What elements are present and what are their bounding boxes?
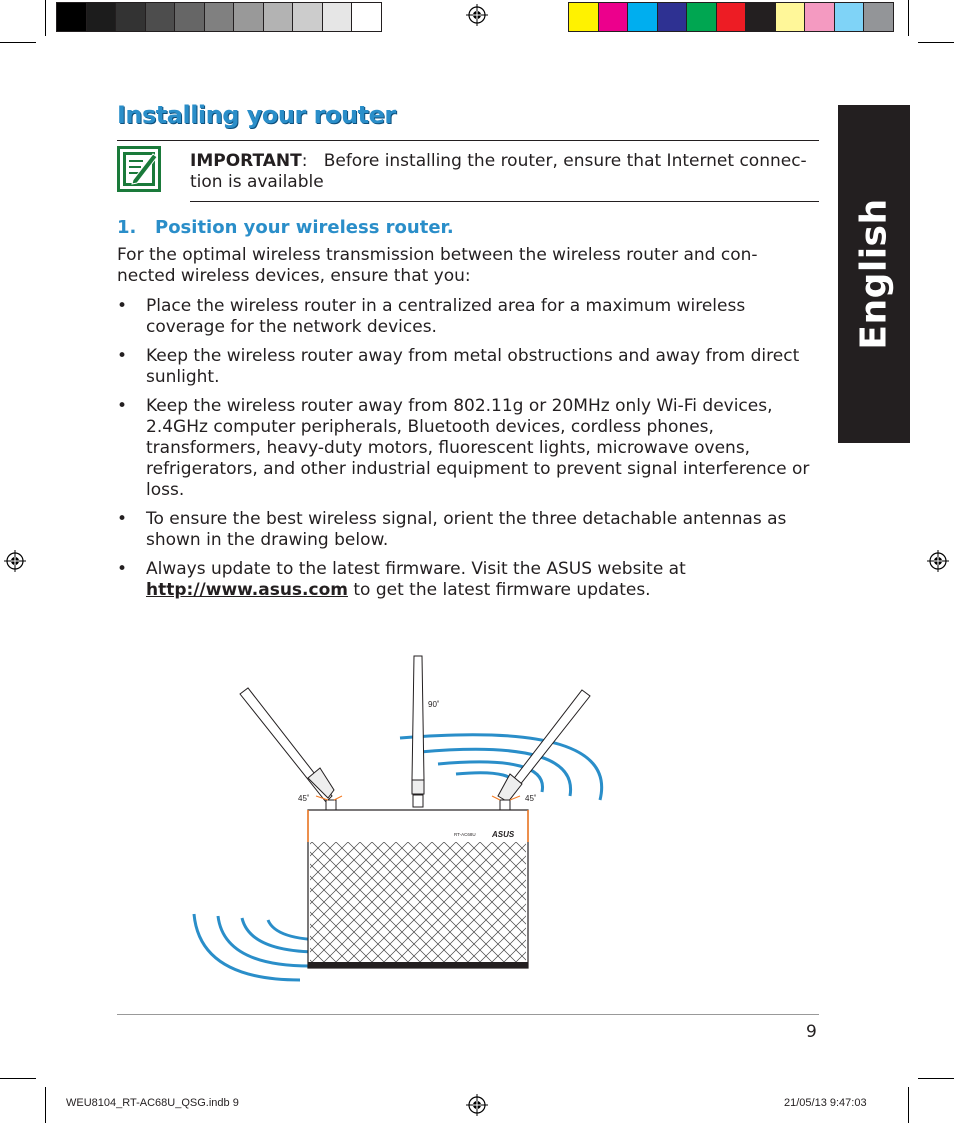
color-swatch bbox=[687, 3, 717, 31]
list-item: • To ensure the best wireless signal, orient the three detachable antennas as shown in the drawing below. bbox=[117, 509, 817, 551]
language-side-tab bbox=[838, 105, 910, 443]
note-pencil-icon bbox=[117, 146, 161, 192]
list-item: • Keep the wireless router away from metal obstructions and away from direct sunlight. bbox=[117, 346, 817, 388]
list-item: • Place the wireless router in a centralized area for a maximum wireless coverage for the network devices. bbox=[117, 296, 817, 338]
color-swatch bbox=[628, 3, 658, 31]
gray-swatch bbox=[57, 3, 87, 31]
crop-mark bbox=[908, 0, 909, 36]
grayscale-calibration-bar bbox=[56, 2, 382, 32]
section-number: 1. bbox=[117, 217, 137, 238]
crop-mark bbox=[45, 1087, 46, 1123]
list-item: • Keep the wireless router away from 802.11g or 20MHz only Wi-Fi devices, 2.4GHz computer peripherals, Bluetooth devices, cordless phones, transformers, heavy-duty motors, fluorescent lights, microwave ovens, refrigerators, and other industrial equipment to prevent signal interference or loss. bbox=[117, 396, 817, 501]
color-swatch bbox=[658, 3, 688, 31]
router-body bbox=[308, 810, 528, 968]
gray-swatch bbox=[352, 3, 381, 31]
router-model-label: RT-AC68U bbox=[454, 832, 476, 837]
firmware-text: Always update to the latest firmware. Visit the ASUS website at bbox=[146, 559, 686, 579]
registration-mark-icon bbox=[466, 1094, 488, 1116]
bullet-list bbox=[117, 296, 817, 609]
important-note: IMPORTANT: Before installing the router, ensure that Internet connec-tion is available bbox=[190, 151, 807, 192]
list-item bbox=[117, 559, 817, 601]
section-heading bbox=[117, 217, 454, 238]
asus-logo: ASUS bbox=[492, 830, 515, 839]
crop-mark bbox=[0, 42, 36, 43]
firmware-text-end: to get the latest firmware updates. bbox=[353, 580, 651, 600]
color-swatch bbox=[717, 3, 747, 31]
angle-label-top: 90˚ bbox=[428, 700, 440, 709]
asus-website-link[interactable]: http://www.asus.com bbox=[146, 580, 348, 600]
crop-mark bbox=[908, 1087, 909, 1123]
registration-mark-icon bbox=[4, 550, 26, 572]
important-text: Before installing the router, ensure that Internet connec-tion is available bbox=[190, 151, 807, 192]
color-swatch bbox=[776, 3, 806, 31]
gray-swatch bbox=[87, 3, 117, 31]
angle-label-left: 45˚ bbox=[298, 794, 310, 803]
page-title: Installing your router bbox=[117, 101, 396, 129]
gray-swatch bbox=[264, 3, 294, 31]
footer-timestamp: 21/05/13 9:47:03 bbox=[784, 1097, 867, 1109]
gray-swatch bbox=[146, 3, 176, 31]
router-antenna-diagram bbox=[180, 650, 640, 1000]
color-swatch bbox=[835, 3, 865, 31]
antenna-left bbox=[240, 688, 336, 810]
registration-mark-icon bbox=[927, 550, 949, 572]
crop-mark bbox=[45, 0, 46, 36]
gray-swatch bbox=[293, 3, 323, 31]
page-number: 9 bbox=[806, 1022, 817, 1042]
color-swatch bbox=[746, 3, 776, 31]
registration-mark-icon bbox=[466, 4, 488, 26]
footer-divider bbox=[117, 1014, 819, 1015]
intro-paragraph: For the optimal wireless transmission between the wireless router and con-nected wireless devices, ensure that you: bbox=[117, 245, 758, 286]
color-swatch bbox=[599, 3, 629, 31]
gray-swatch bbox=[234, 3, 264, 31]
divider bbox=[117, 140, 819, 141]
gray-swatch bbox=[175, 3, 205, 31]
crop-mark bbox=[918, 42, 954, 43]
language-label: English bbox=[853, 198, 895, 350]
crop-mark bbox=[918, 1078, 954, 1079]
gray-swatch bbox=[116, 3, 146, 31]
divider bbox=[190, 201, 819, 202]
color-swatch bbox=[805, 3, 835, 31]
gray-swatch bbox=[205, 3, 235, 31]
section-title: Position your wireless router. bbox=[155, 217, 454, 238]
color-swatch bbox=[864, 3, 893, 31]
angle-label-right: 45˚ bbox=[525, 794, 537, 803]
footer-file-info: WEU8104_RT-AC68U_QSG.indb 9 bbox=[66, 1097, 239, 1109]
crop-mark bbox=[0, 1078, 36, 1079]
gray-swatch bbox=[323, 3, 353, 31]
color-swatch bbox=[569, 3, 599, 31]
antenna-center bbox=[412, 656, 424, 807]
color-calibration-bar bbox=[568, 2, 894, 32]
important-label: IMPORTANT bbox=[190, 151, 302, 171]
